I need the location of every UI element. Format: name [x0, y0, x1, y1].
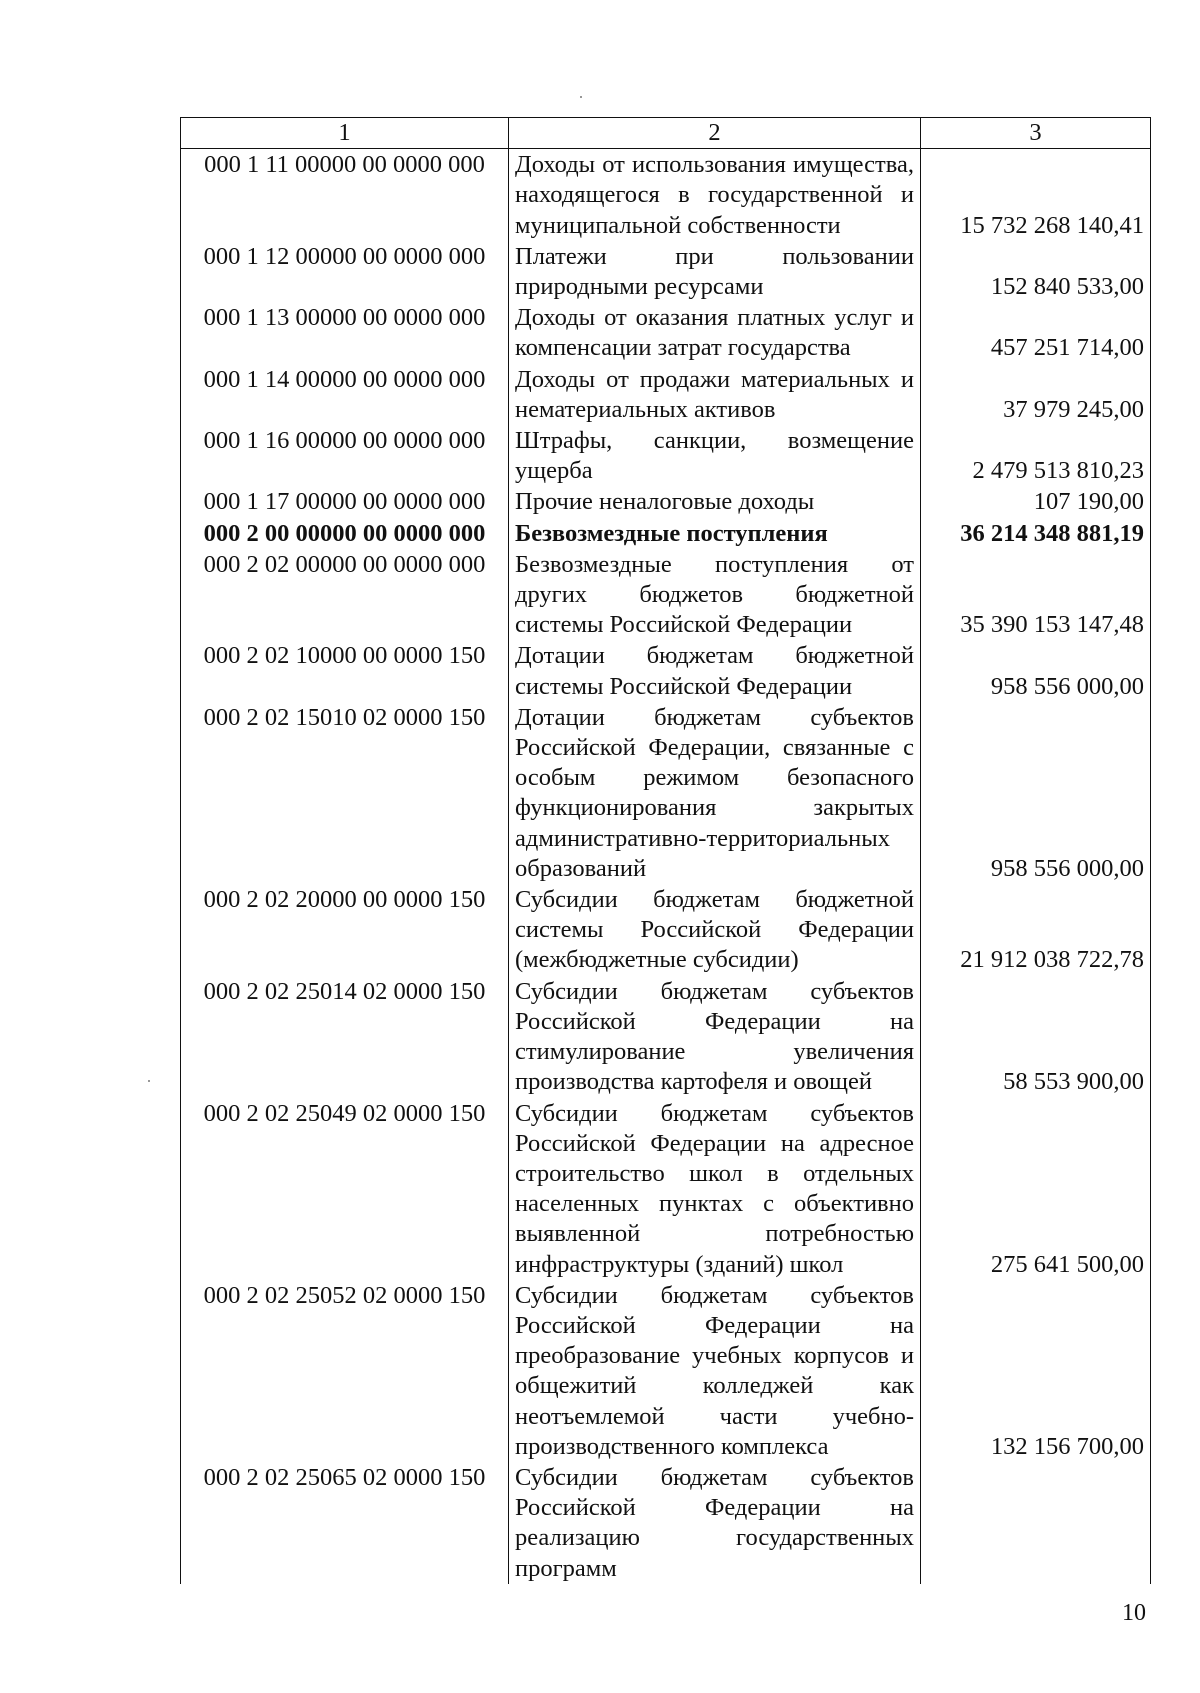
row-code: 000 2 02 25049 02 0000 150 [181, 1098, 509, 1280]
row-amount: 958 556 000,00 [921, 640, 1151, 701]
row-code: 000 1 13 00000 00 0000 000 [181, 302, 509, 363]
row-description: Субсидии бюджетам субъектов Российской Федерации на преобразование учебных корпусов и общежитий колледжей как неотъемлемой части учебно-производственного комплекса [509, 1280, 921, 1462]
table-row [181, 884, 1151, 976]
table-row [181, 702, 1151, 884]
row-code: 000 2 02 25052 02 0000 150 [181, 1280, 509, 1462]
row-amount: 275 641 500,00 [921, 1098, 1151, 1280]
row-code: 000 1 14 00000 00 0000 000 [181, 364, 509, 425]
row-amount: 58 553 900,00 [921, 976, 1151, 1098]
row-description: Субсидии бюджетам субъектов Российской Федерации на реализацию государственных программ [509, 1462, 921, 1584]
table-row [181, 1098, 1151, 1280]
page-number: 10 [1122, 1600, 1146, 1626]
table-row [181, 425, 1151, 486]
row-description: Доходы от оказания платных услуг и компенсации затрат государства [509, 302, 921, 363]
row-description: Дотации бюджетам субъектов Российской Федерации, связанные с особым режимом безопасного функционирования закрытых административно-территориальных образований [509, 702, 921, 884]
row-code: 000 2 02 25065 02 0000 150 [181, 1462, 509, 1584]
row-amount [921, 1462, 1151, 1584]
row-code: 000 2 02 00000 00 0000 000 [181, 549, 509, 641]
row-description: Субсидии бюджетам субъектов Российской Федерации на адресное строительство школ в отдельных населенных пунктах с объективно выявленной потребностью инфраструктуры (зданий) школ [509, 1098, 921, 1280]
column-header-3: 3 [921, 118, 1151, 149]
table-row [181, 149, 1151, 241]
column-header-1: 1 [181, 118, 509, 149]
scan-speck [580, 96, 582, 98]
row-description: Доходы от продажи материальных и нематериальных активов [509, 364, 921, 425]
column-header-2: 2 [509, 118, 921, 149]
row-amount: 457 251 714,00 [921, 302, 1151, 363]
table-row [181, 976, 1151, 1098]
row-amount: 958 556 000,00 [921, 702, 1151, 884]
row-amount: 152 840 533,00 [921, 241, 1151, 302]
row-code: 000 1 16 00000 00 0000 000 [181, 425, 509, 486]
scan-speck [148, 1080, 150, 1082]
row-amount: 107 190,00 [921, 486, 1151, 517]
row-code: 000 1 17 00000 00 0000 000 [181, 486, 509, 517]
row-description: Субсидии бюджетам субъектов Российской Федерации на стимулирование увеличения производства картофеля и овощей [509, 976, 921, 1098]
row-description: Субсидии бюджетам бюджетной системы Российской Федерации (межбюджетные субсидии) [509, 884, 921, 976]
row-code: 000 2 00 00000 00 0000 000 [181, 518, 509, 549]
revenue-table [180, 117, 1150, 1584]
row-description: Безвозмездные поступления от других бюджетов бюджетной системы Российской Федерации [509, 549, 921, 641]
row-amount: 132 156 700,00 [921, 1280, 1151, 1462]
row-amount: 37 979 245,00 [921, 364, 1151, 425]
row-description: Дотации бюджетам бюджетной системы Российской Федерации [509, 640, 921, 701]
table-row [181, 364, 1151, 425]
row-description: Безвозмездные поступления [509, 518, 921, 549]
row-description: Штрафы, санкции, возмещение ущерба [509, 425, 921, 486]
row-code: 000 1 12 00000 00 0000 000 [181, 241, 509, 302]
table-row [181, 1462, 1151, 1584]
table-row [181, 518, 1151, 549]
table-row [181, 1280, 1151, 1462]
table-row [181, 549, 1151, 641]
row-amount: 15 732 268 140,41 [921, 149, 1151, 241]
table-row [181, 241, 1151, 302]
row-code: 000 1 11 00000 00 0000 000 [181, 149, 509, 241]
table-row [181, 640, 1151, 701]
table-row [181, 302, 1151, 363]
row-code: 000 2 02 10000 00 0000 150 [181, 640, 509, 701]
row-amount: 21 912 038 722,78 [921, 884, 1151, 976]
row-code: 000 2 02 20000 00 0000 150 [181, 884, 509, 976]
table-header-row [181, 118, 1151, 149]
table-row [181, 486, 1151, 517]
table-body [181, 149, 1151, 1584]
row-amount: 2 479 513 810,23 [921, 425, 1151, 486]
row-description: Платежи при пользовании природными ресурсами [509, 241, 921, 302]
row-amount: 36 214 348 881,19 [921, 518, 1151, 549]
row-description: Прочие неналоговые доходы [509, 486, 921, 517]
row-description: Доходы от использования имущества, находящегося в государственной и муниципальной собственности [509, 149, 921, 241]
row-code: 000 2 02 25014 02 0000 150 [181, 976, 509, 1098]
row-amount: 35 390 153 147,48 [921, 549, 1151, 641]
row-code: 000 2 02 15010 02 0000 150 [181, 702, 509, 884]
